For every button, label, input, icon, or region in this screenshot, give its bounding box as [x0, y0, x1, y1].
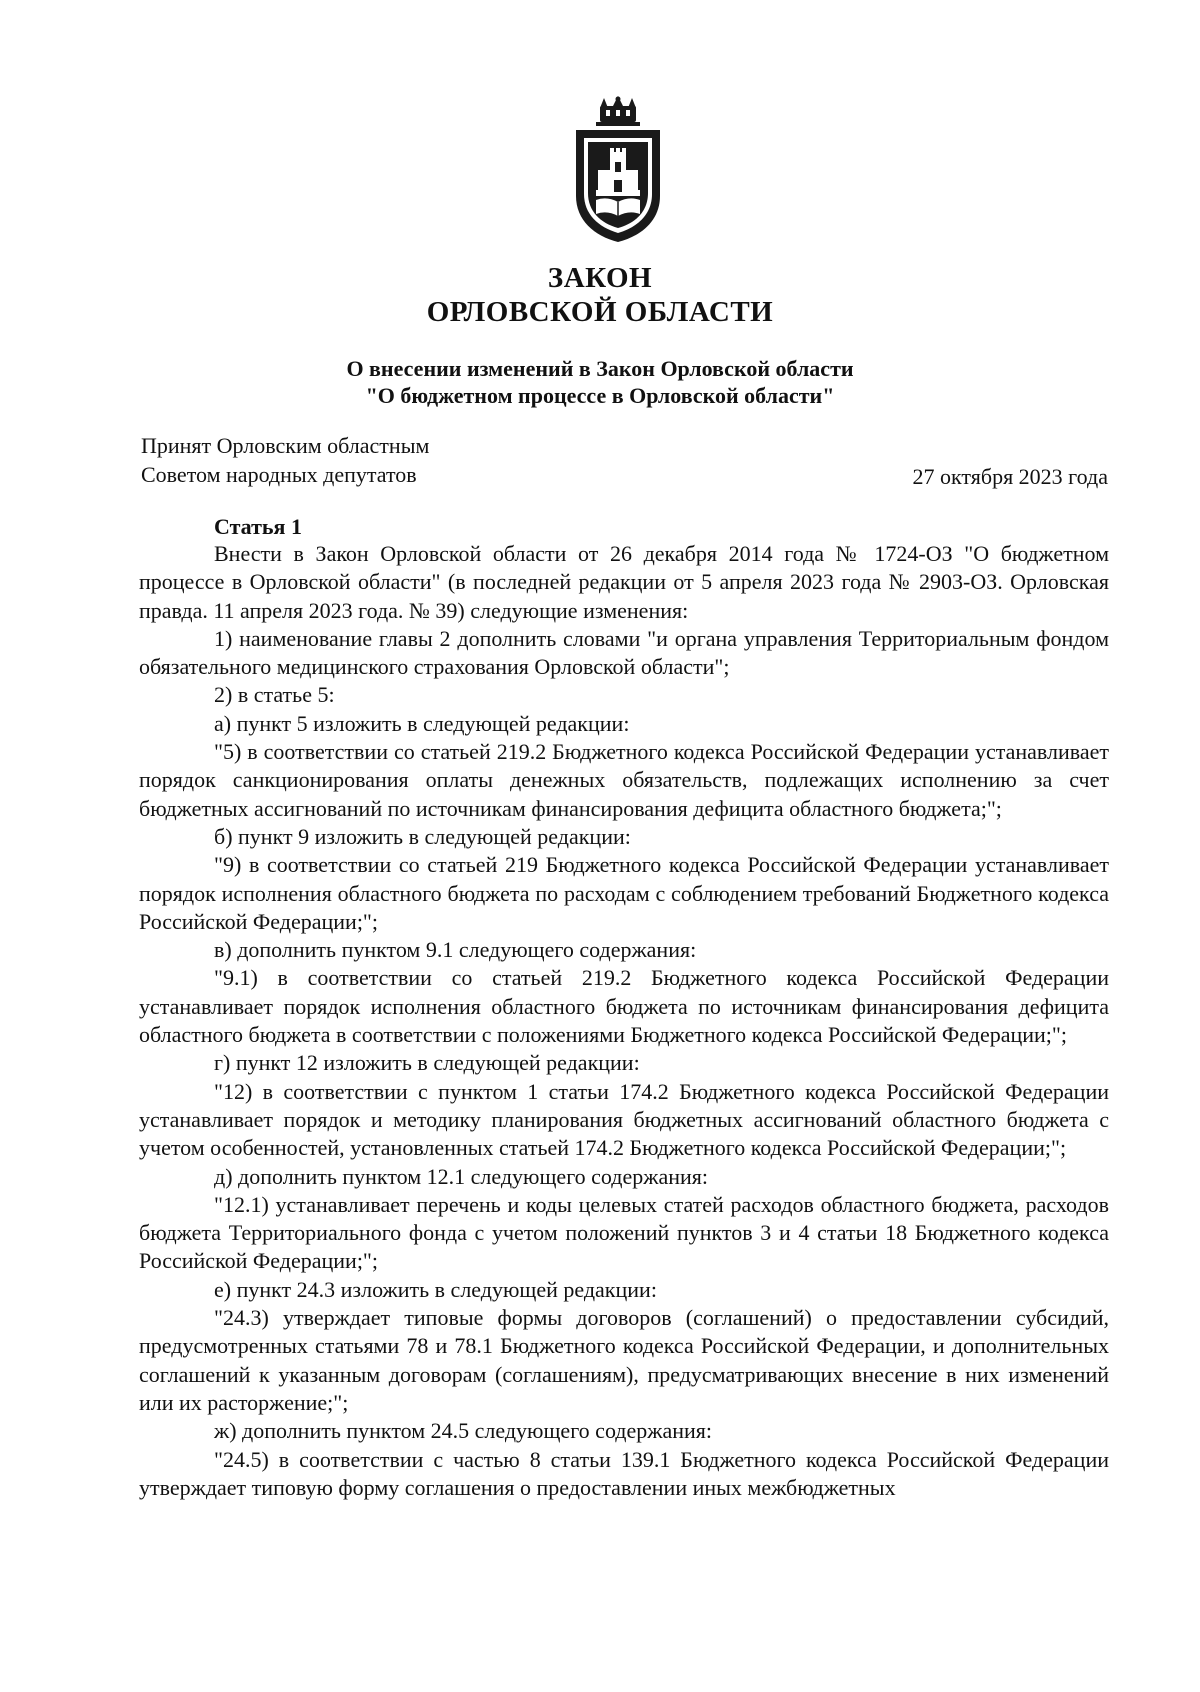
- article-paragraph: "24.3) утверждает типовые формы договоров (соглашений) о предоставлении субсидий, предусмотренных статьями 78 и 78.1 Бюджетного кодекса Российской Федерации, и дополнительных соглашений к указанным договорам (соглашениям), предусматривающих внесение в них изменений или их расторжение;";: [139, 1305, 1109, 1415]
- article-paragraph: 2) в статье 5:: [214, 682, 335, 708]
- law-title-line1: ЗАКОН: [547, 262, 653, 294]
- article-paragraph: г) пункт 12 изложить в следующей редакции:: [214, 1050, 640, 1076]
- article-paragraph: а) пункт 5 изложить в следующей редакции:: [214, 710, 630, 736]
- article-paragraph: Внести в Закон Орловской области от 26 декабря 2014 года № 1724-ОЗ "О бюджетном процессе в Орловской области" (в последней редакции от 5 апреля 2023 года № 2903-ОЗ. Орловская правда. 11 апреля 2023 года. № 39) следующие изменения:: [139, 541, 1109, 623]
- article-paragraph: ж) дополнить пунктом 24.5 следующего содержания:: [214, 1418, 713, 1444]
- article-paragraph: д) дополнить пунктом 12.1 следующего содержания:: [214, 1163, 709, 1189]
- article-paragraph: б) пункт 9 изложить в следующей редакции:: [214, 823, 631, 849]
- adoption-line2: Советом народных депутатов: [141, 462, 417, 487]
- law-subtitle-line1: О внесении изменений в Закон Орловской области: [346, 356, 854, 381]
- article-paragraph: 1) наименование главы 2 дополнить словами "и органа управления Территориальным фондом обязательного медицинского страхования Орловской области";: [139, 625, 1109, 680]
- article-paragraph: "24.5) в соответствии с частью 8 статьи 139.1 Бюджетного кодекса Российской Федерации утверждает типовую форму соглашения о предоставлении иных межбюджетных: [139, 1446, 1109, 1500]
- article-body: [139, 540, 1109, 1502]
- article-paragraph: "12.1) устанавливает перечень и коды целевых статей расходов областного бюджета, расходов бюджета Территориального фонда с учетом положений пунктов 3 и 4 статьи 18 Бюджетного кодекса Российской Федерации;";: [139, 1191, 1109, 1274]
- article-paragraph: "9) в соответствии со статьей 219 Бюджетного кодекса Российской Федерации устанавливает порядок исполнения областного бюджета по расходам с соблюдением требований Бюджетного кодекса Российской Федерации;";: [139, 852, 1109, 934]
- law-subtitle-line2: "О бюджетном процессе в Орловской области": [365, 383, 835, 408]
- adoption-line1: Принят Орловским областным: [141, 433, 430, 458]
- article-paragraph: "9.1) в соответствии со статьей 219.2 Бюджетного кодекса Российской Федерации устанавливает порядок исполнения областного бюджета по источникам финансирования дефицита областного бюджета в соответствии с положениями Бюджетного кодекса Российской Федерации;";: [139, 965, 1109, 1048]
- article-paragraph: "12) в соответствии с пунктом 1 статьи 174.2 Бюджетного кодекса Российской Федерации устанавливает порядок и методику планирования бюджетных ассигнований областного бюджета с учетом особенностей, установленных статьей 174.2 Бюджетного кодекса Российской Федерации;";: [139, 1078, 1109, 1161]
- adoption-date: 27 октября 2023 года: [912, 464, 1108, 489]
- article-heading: Статья 1: [214, 514, 302, 539]
- article-paragraph: е) пункт 24.3 изложить в следующей редакции:: [214, 1276, 657, 1302]
- article-paragraph: "5) в соответствии со статьей 219.2 Бюджетного кодекса Российской Федерации устанавливает порядок санкционирования оплаты денежных обязательств, подлежащих исполнению за счет бюджетных ассигнований по источникам финансирования дефицита областного бюджета;";: [139, 739, 1109, 821]
- law-title-line2: ОРЛОВСКОЙ ОБЛАСТИ: [426, 296, 774, 328]
- article-paragraph: в) дополнить пунктом 9.1 следующего содержания:: [214, 937, 697, 963]
- coat-of-arms-icon: [566, 96, 670, 244]
